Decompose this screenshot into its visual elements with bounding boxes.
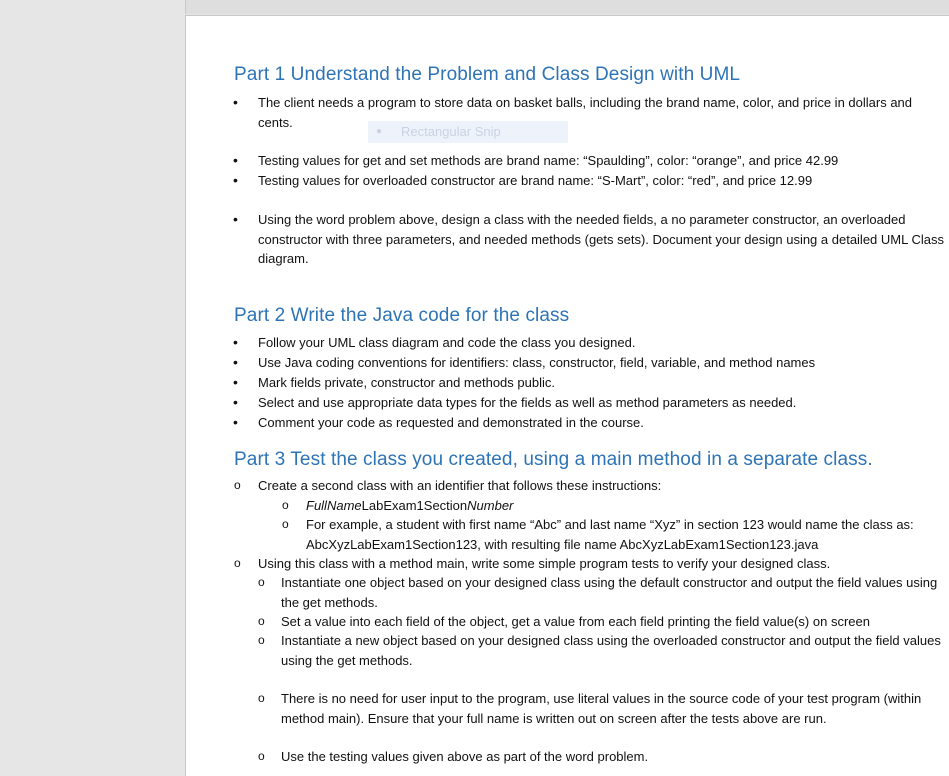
bullet-icon (233, 171, 238, 192)
part2-item-5: Comment your code as requested and demonstrated in the course. (258, 415, 644, 430)
part3-heading: Part 3 Test the class you created, using a main method in a separate class. (234, 449, 873, 470)
circle-bullet-icon (258, 689, 265, 709)
bullet-icon (233, 210, 238, 231)
bullet-icon (233, 373, 238, 394)
part2-item-3: Mark fields private, constructor and methods public. (258, 375, 555, 390)
part1-item-3: Testing values for overloaded constructor are brand name: “S-Mart”, color: “red”, and price 12.99 (258, 173, 813, 188)
part3-subitem-1: Instantiate one object based on your designed class using the default constructor and output the field values using the get methods. (281, 575, 938, 610)
document-page (185, 15, 949, 776)
part2-item-2: Use Java coding conventions for identifiers: class, constructor, field, variable, and method names (258, 355, 816, 370)
circle-bullet-icon (258, 573, 265, 593)
circle-bullet-icon (234, 476, 241, 496)
part2-item-4: Select and use appropriate data types for the fields as well as method parameters as needed. (258, 395, 797, 410)
naming-fullname: FullName (306, 498, 362, 513)
bullet-icon (233, 333, 238, 354)
naming-example: For example, a student with first name “Abc” and last name “Xyz” in section 123 would name the class as: AbcXyzLabExam1Section123, with resulting file name AbcXyzLabExam1Section123.java (306, 517, 914, 552)
circle-bullet-icon (234, 554, 241, 574)
naming-middle: LabExam1Section (361, 498, 468, 513)
part3-subitem-3: Instantiate a new object based on your designed class using the overloaded constructor and output the field values using the get methods. (281, 633, 941, 668)
bullet-icon (233, 151, 238, 172)
part3-item-1: Create a second class with an identifier that follows these instructions: (258, 478, 662, 493)
ruler-band (185, 0, 949, 14)
class-naming-pattern (306, 496, 949, 516)
bullet-icon (233, 413, 238, 434)
part1-item-4: Using the word problem above, design a class with the needed fields, a no parameter constructor, an overloaded constructor with three parameters, and needed methods (gets sets). Document your design using a detailed UML Class diagram. (258, 212, 944, 266)
circle-bullet-icon (282, 496, 289, 516)
part3-subitem-2: Set a value into each field of the object, get a value from each field printing the field value(s) on screen (281, 614, 870, 629)
part3-subitem-5: Use the testing values given above as part of the word problem. (281, 749, 649, 764)
part2-heading: Part 2 Write the Java code for the class (234, 305, 570, 326)
part3-item-2: Using this class with a method main, write some simple program tests to verify your designed class. (258, 556, 831, 571)
circle-bullet-icon (282, 515, 289, 535)
part1-heading: Part 1 Understand the Problem and Class Design with UML (234, 64, 741, 85)
part1-item-2: Testing values for get and set methods are brand name: “Spaulding”, color: “orange”, and price 42.99 (258, 153, 839, 168)
circle-bullet-icon (258, 747, 265, 767)
part1-item-1: The client needs a program to store data on basket balls, including the brand name, color, and price in dollars and cents. (258, 95, 913, 130)
naming-number: Number (467, 498, 514, 513)
snip-label: Rectangular Snip (401, 124, 501, 139)
part3-subitem-4: There is no need for user input to the program, use literal values in the source code of your test program (within method main). Ensure that your full name is written out on screen after the tests above are run. (281, 691, 922, 726)
circle-bullet-icon (258, 612, 265, 632)
circle-bullet-icon (258, 631, 265, 651)
snip-dot-icon: ● (376, 126, 383, 137)
bullet-icon (233, 353, 238, 374)
bullet-icon (233, 93, 238, 114)
bullet-icon (233, 393, 238, 414)
part2-item-1: Follow your UML class diagram and code the class you designed. (258, 335, 636, 350)
